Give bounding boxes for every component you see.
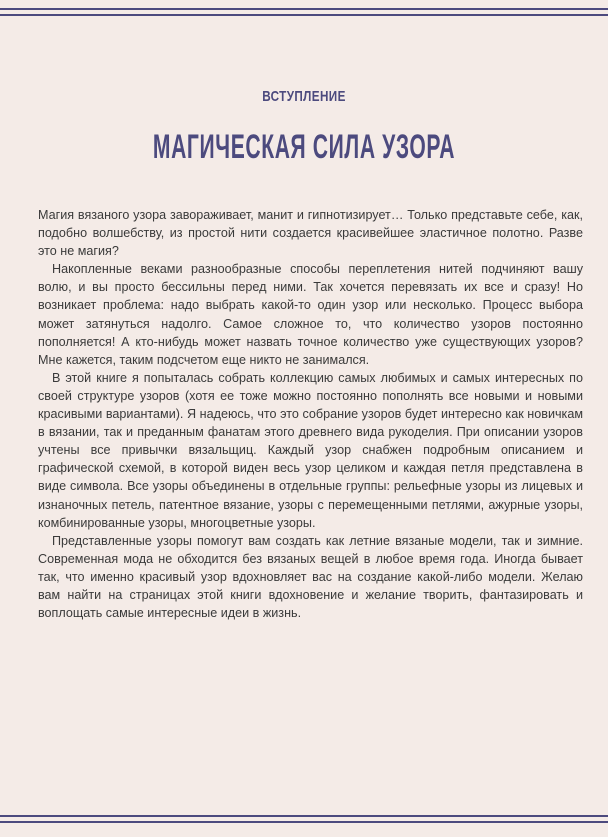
page-title: МАГИЧЕСКАЯ СИЛА УЗОРА [152, 128, 456, 166]
body-text [38, 206, 583, 622]
paragraph-4: Представленные узоры помогут вам создать как летние вязаные модели, так и зимние. Современная мода не обходится без вязаных вещей в любое время года. Иногда бывает так, что именно красивый узор вдохновляет вас на создание какой-либо модели. Желаю вам найти на страницах этой книги вдохновение и желание творить, фантазировать и воплощать самые интересные идеи в жизнь. [38, 533, 583, 621]
paragraph-2: Накопленные веками разнообразные способы переплетения нитей подчиняют вашу волю, и вы просто бессильны перед ними. Так хочется перевязать их все и сразу! Но возникает проблема: надо выбрать какой-то один узор или несколько. Процесс выбора может затянуться надолго. Самое сложное то, что количество узоров постоянно пополняется! А кто-нибудь может назвать точное количество уже существующих узоров? Мне кажется, таким подсчетом еще никто не занимался. [38, 262, 583, 367]
top-border-line-outer [0, 8, 608, 10]
paragraph-1: Магия вязаного узора завораживает, манит и гипнотизирует… Только представьте себе, как, подобно волшебству, из простой нити создается красивейшее эластичное полотно. Разве это не магия? [38, 208, 583, 259]
bottom-border-line-inner [0, 821, 608, 823]
section-kicker: ВСТУПЛЕНИЕ [262, 88, 346, 105]
bottom-border-line-outer [0, 815, 608, 817]
paragraph-3: В этой книге я попыталась собрать коллекцию самых любимых и самых интересных по своей структуре узоров (хотя ее тоже можно постоянно пополнять все новыми и новыми красивыми вариантами). Я надеюсь, что это собрание узоров будет интересно как новичкам в вязании, так и преданным фанатам этого древнего вида рукоделия. При описании узоров учтены все привычки вязальщиц. Каждый узор снабжен подробным описанием и графической схемой, в которой виден весь узор целиком и каждая петля представлена в виде символа. Все узоры объединены в отдельные группы: рельефные узоры из лицевых и изнаночных петель, патентное вязание, узоры с перемещенными петлями, ажурные узоры, комбинированные узоры, многоцветные узоры. [38, 370, 583, 530]
top-border-line-inner [0, 14, 608, 16]
